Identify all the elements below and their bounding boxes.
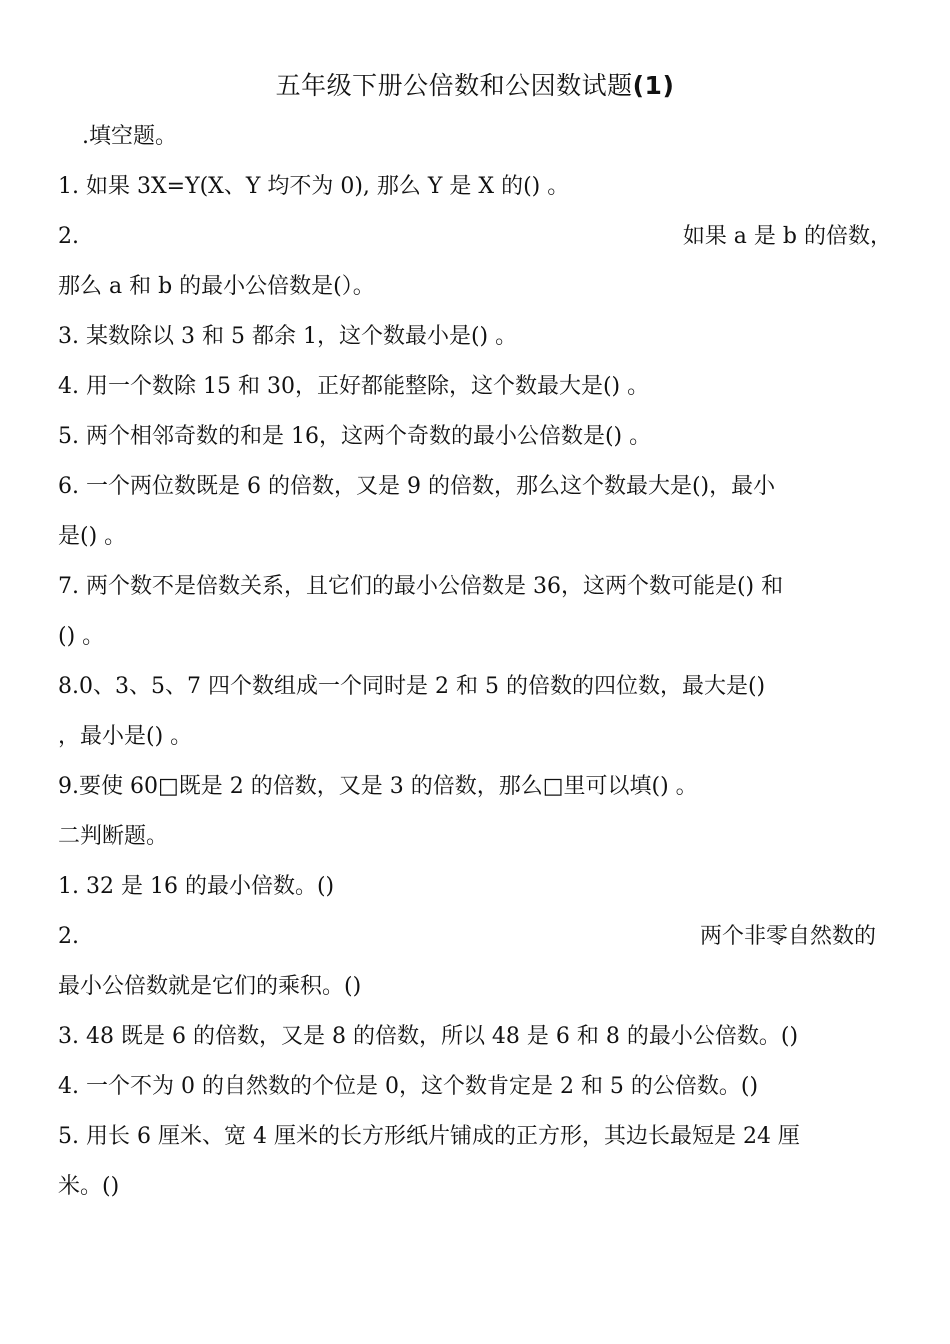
fill-question-4: 4. 用一个数除 15 和 30，正好都能整除，这个数最大是() 。 [58, 374, 650, 399]
fill-question-8: 8.0、3、5、7 四个数组成一个同时是 2 和 5 的倍数的四位数，最大是() [58, 674, 766, 699]
judge-question-4: 4. 一个不为 0 的自然数的个位是 0，这个数肯定是 2 和 5 的公倍数。() [58, 1074, 759, 1099]
judge-question-2-text: 两个非零自然数的 [699, 924, 876, 949]
fill-question-2 [58, 212, 892, 262]
judge-question-2 [58, 912, 892, 962]
judge-question-5: 5. 用长 6 厘米、宽 4 厘米的长方形纸片铺成的正方形，其边长最短是 24 厘 [58, 1124, 800, 1149]
title-main: 五年级下册公倍数和公因数试题 [275, 71, 633, 100]
fill-question-6-continuation: 是() 。 [58, 524, 127, 549]
fill-question-9: 9.要使 60□既是 2 的倍数，又是 3 的倍数，那么□里可以填() 。 [58, 774, 698, 799]
fill-question-2-number: 2. [58, 224, 79, 249]
page-title [0, 66, 950, 106]
section-heading-judge: 二判断题。 [58, 824, 169, 849]
fill-question-5: 5. 两个相邻奇数的和是 16，这两个奇数的最小公倍数是() 。 [58, 424, 652, 449]
judge-question-1: 1. 32 是 16 的最小倍数。() [58, 874, 335, 899]
fill-question-6: 6. 一个两位数既是 6 的倍数，又是 9 的倍数，那么这个数最大是()，最小 [58, 474, 776, 499]
document-body [58, 112, 892, 1212]
fill-question-7: 7. 两个数不是倍数关系，且它们的最小公倍数是 36，这两个数可能是() 和 [58, 574, 784, 599]
fill-question-1: 1. 如果 3X=Y(X、Y 均不为 0), 那么 Y 是 X 的() 。 [58, 174, 570, 199]
fill-question-3: 3. 某数除以 3 和 5 都余 1，这个数最小是() 。 [58, 324, 518, 349]
judge-question-2-number: 2. [58, 924, 79, 949]
judge-question-2-continuation: 最小公倍数就是它们的乘积。() [58, 974, 362, 999]
section-heading-fill: .填空题。 [82, 124, 177, 149]
fill-question-7-continuation: () 。 [58, 624, 105, 649]
fill-question-8-continuation: ，最小是() 。 [58, 724, 193, 749]
judge-question-3: 3. 48 既是 6 的倍数，又是 8 的倍数，所以 48 是 6 和 8 的最小公倍数。() [58, 1024, 799, 1049]
fill-question-2-text: 如果 a 是 b 的倍数， [682, 224, 892, 249]
fill-question-2-continuation: 那么 a 和 b 的最小公倍数是(）。 [58, 274, 375, 299]
judge-question-5-continuation: 米。() [58, 1174, 120, 1199]
title-number: (1) [632, 71, 675, 100]
